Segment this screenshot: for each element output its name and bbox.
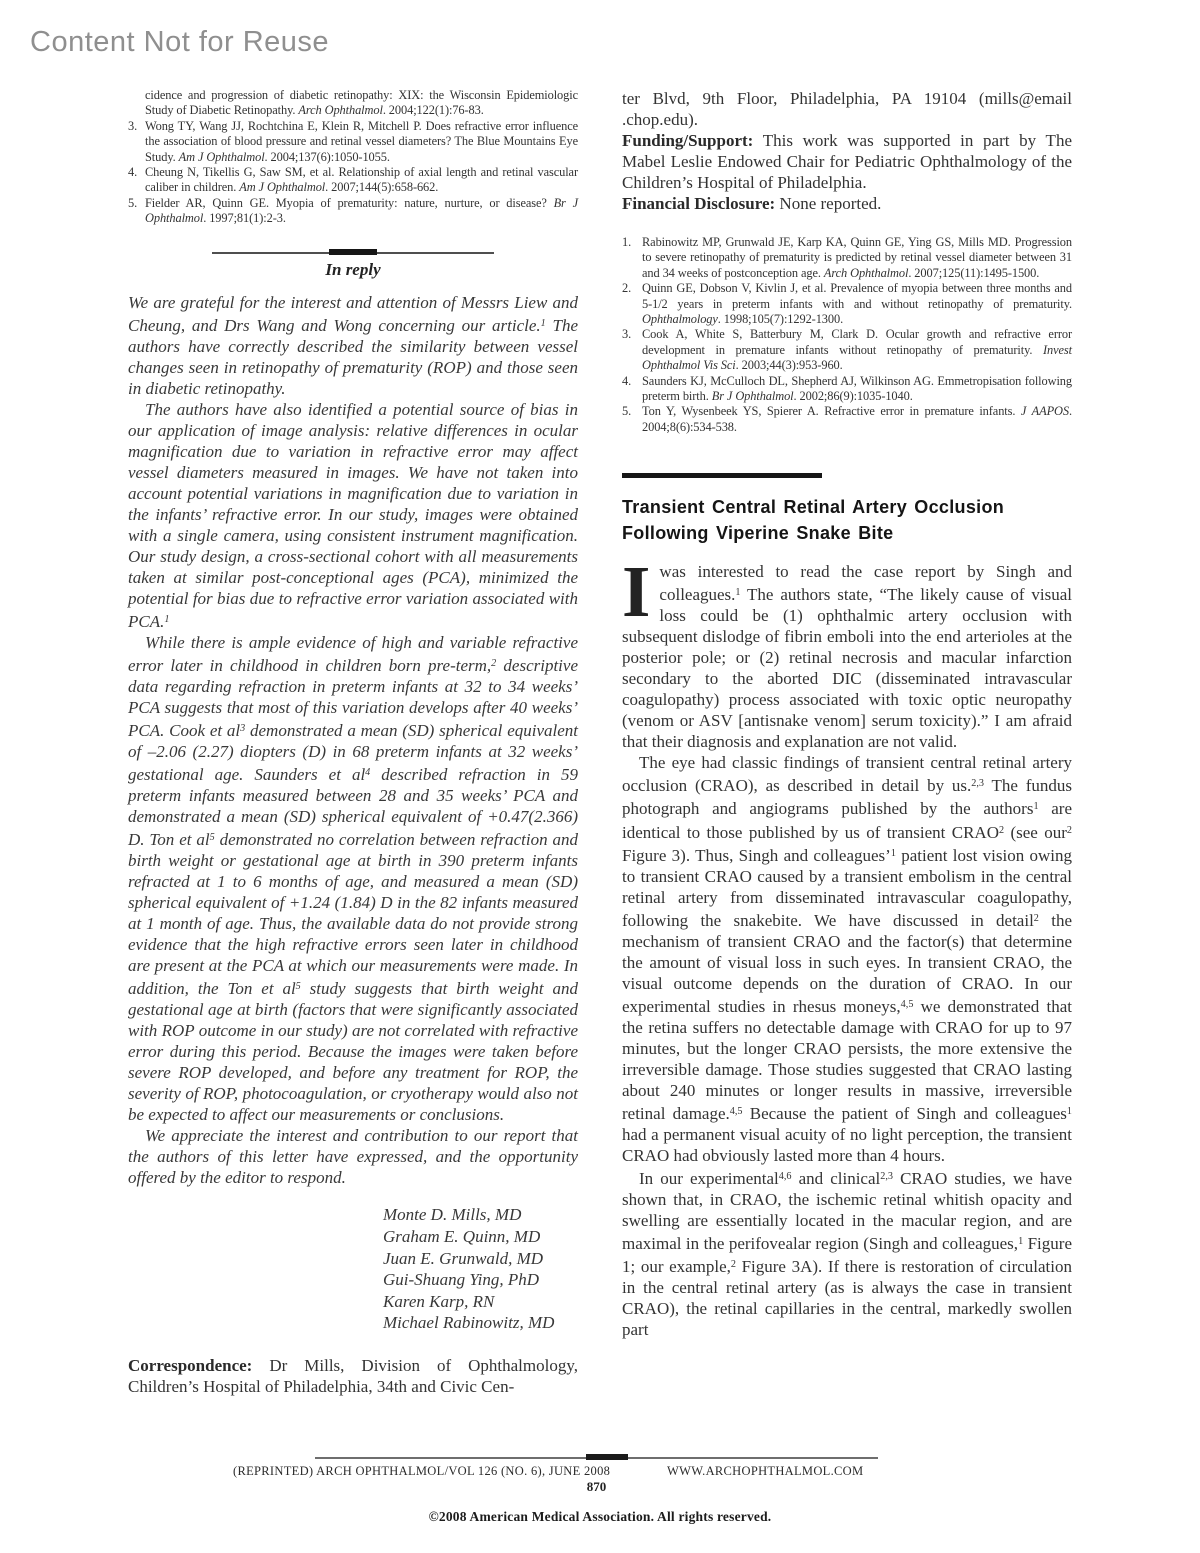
- footer-copyright: ©2008 American Medical Association. All rights reserved.: [428, 1509, 772, 1524]
- watermark-text: Content Not for Reuse: [30, 26, 330, 58]
- reference-item: [128, 119, 578, 165]
- letter-paragraph: In our experimental$^{4,6}$ and clinical$^{2,3}$ CRAO studies, we have shown that, in CRAO, the ischemic retinal whitish opacity and swelling are essentially located in the macular region, and are maximal in the perifovealar region (Singh and colleagues,$^1$ Figure 1; our example,$^2$ Figure 3A). If there is restoration of circulation in the central retinal artery (as is always the case in transient CRAO), the retinal capillaries in the central, markedly swollen part: [622, 1169, 1072, 1340]
- reference-list: [622, 235, 1072, 435]
- reference-number: 5.: [128, 195, 138, 210]
- reply-paragraph: The authors have also identified a potential source of bias in our application of image analysis: relative differences in ocular magnification due to variation in refractive error may affect vessel diameters measured in images. We have not taken into account potential variations in magnification due to variation in the infants’ refractive error. In our study, images were obtained with a single camera, using consistent instrument magnification. Our study design, a cross-sectional cohort with all measurements taken at similar post-conceptional ages (PCA), minimized the potential for bias due to refractive error variation associated with PCA.$^1$: [128, 399, 578, 631]
- reference-number: 4.: [622, 373, 632, 388]
- reference-number: 4.: [128, 165, 138, 180]
- signature-line: Graham E. Quinn, MD: [383, 1226, 541, 1246]
- left-column: [128, 88, 578, 1397]
- signature-line: Karen Karp, RN: [383, 1291, 495, 1311]
- reference-number: 3.: [128, 118, 138, 133]
- signature-line: Juan E. Grunwald, MD: [383, 1248, 544, 1268]
- reference-number: 5.: [622, 404, 632, 419]
- reference-list-top: [128, 119, 578, 227]
- reference-text: Ton Y, Wysenbeek YS, Spierer A. Refractive error in premature infants. J AAPOS. 2004;8(6):534-538.: [642, 404, 1072, 434]
- financial-disclosure: Financial Disclosure: None reported.: [622, 194, 882, 213]
- signature-line: Michael Rabinowitz, MD: [383, 1313, 555, 1333]
- footer-page-number: 870: [586, 1479, 607, 1494]
- letter-paragraphs: [622, 752, 1072, 1340]
- footer-rule: [315, 1457, 878, 1459]
- section-heading: [622, 494, 1072, 546]
- letter-body: [622, 551, 1072, 1340]
- reference-number: 3.: [622, 327, 632, 342]
- right-column: [622, 88, 1072, 1340]
- reference-number: 1.: [622, 235, 632, 249]
- letter-opening-paragraph: [622, 551, 1072, 752]
- letter-paragraph: The eye had classic findings of transient central retinal artery occlusion (CRAO), as described in detail by us.$^{2,3}$ The fundus photograph and angiograms published by the authors$^1$ are identical to those published by us of transient CRAO$^2$ (see our$^2$ Figure 3). Thus, Singh and colleagues’$^1$ patient lost vision owing to transient CRAO caused by a transient embolism in the central retinal artery from disseminated intravascular coagulopathy, following the snakebite. We have discussed in detail$^2$ the mechanism of transient CRAO and the factor(s) that determine the amount of visual loss in such eyes. In transient CRAO, the visual outcome depends on the duration of CRAO. In our experimental studies in rhesus moneys,$^{4,5}$ we demonstrated that the retina suffers no detectable damage with CRAO for up to 97 minutes, but the longer CRAO persists, the more extensive the irreversible damage. Those studies suggested that CRAO lasting about 240 minutes or longer results in massive, irreversible retinal damage.$^{4,5}$ Because the patient of Singh and colleagues$^1$ had a permanent visual acuity of no light perception, the transient CRAO had obviously lasted more than 4 hours.: [622, 753, 1072, 1166]
- reference-item: [622, 374, 1072, 405]
- reference-continuation: cidence and progression of diabetic retinopathy: XIX: the Wisconsin Epidemiologic Study of Diabetic Retinopathy. Arch Ophthalmol. 2004;122(1):76-83.: [145, 88, 578, 118]
- reference-text: Wong TY, Wang JJ, Rochtchina E, Klein R, Mitchell P. Does refractive error influence the association of blood pressure and retinal vessel diameters? The Blue Mountains Eye Study. Am J Ophthalmol. 2004;137(6):1050-1055.: [145, 118, 578, 164]
- reference-item: [128, 196, 578, 227]
- reference-text: Cheung N, Tikellis G, Saw SM, et al. Relationship of axial length and retinal vascular caliber in children. Am J Ophthalmol. 2007;144(5):658-662.: [145, 165, 578, 195]
- signature-line: Monte D. Mills, MD: [383, 1205, 522, 1225]
- reference-text: Cook A, White S, Batterbury M, Clark D. Ocular growth and refractive error development in premature infants without retinopathy of prematurity. Invest Ophthalmol Vis Sci. 2003;44(3):953-960.: [642, 327, 1072, 373]
- reply-paragraph: We are grateful for the interest and attention of Messrs Liew and Cheung, and Drs Wang and Wong concerning our article.$^1$ The authors have correctly described the similarity between vessel changes seen in retinopathy of prematurity (ROP) and those seen in diabetic retinopathy.: [128, 292, 579, 398]
- correspondence-paragraph: Correspondence: Dr Mills, Division of Ophthalmology, Children’s Hospital of Philadelphia, 34th and Civic Cen-: [128, 1355, 578, 1396]
- reference-text: Quinn GE, Dobson V, Kivlin J, et al. Prevalence of myopia between three months and 5-1/2 years in preterm infants with and without retinopathy of prematurity. Ophthalmology. 1998;105(7):1292-1300.: [642, 281, 1072, 327]
- reference-item: [622, 404, 1072, 435]
- reference-text: Fielder AR, Quinn GE. Myopia of prematurity: nature, nurture, or disease? Br J Ophthalmol. 1997;81(1):2-3.: [145, 195, 578, 226]
- section-heading-line: Transient Central Retinal Artery Occlusion: [622, 497, 1005, 518]
- section-heading-line: Following Viperine Snake Bite: [622, 523, 894, 544]
- reply-divider-rule: [212, 252, 494, 254]
- signature-block: [383, 1204, 578, 1334]
- reference-text: Rabinowitz MP, Grunwald JE, Karp KA, Quinn GE, Ying GS, Mills MD. Progression to severe retinopathy of prematurity is predicted by retinal vessel diameter between 31 and 34 weeks of postconception age. Arch Ophthalmol. 2007;125(11):1495-1500.: [642, 235, 1072, 280]
- reply-paragraph: We appreciate the interest and contribution to our report that the authors of this letter have expressed, and the opportunity offered by the editor to respond.: [128, 1126, 578, 1188]
- funding-support: Funding/Support: This work was supported in part by The Mabel Leslie Endowed Chair for Pediatric Ophthalmology of the Children’s Hospital of Philadelphia.: [622, 131, 1072, 192]
- footer-rule-thick-segment: [586, 1454, 628, 1460]
- reference-number: 2.: [622, 281, 632, 296]
- section-top-rule: [622, 473, 822, 478]
- footer-website: WWW.ARCHOPHTHALMOL.COM: [667, 1464, 864, 1478]
- letter-opening-text: was interested to read the case report by Singh and colleagues.$^1$ The authors state, “The likely cause of visual loss could be (1) ophthalmic artery occlusion with subsequent dislodge of fibrin emboli into the end arterioles at the posterior pole; or (2) retinal necrosis and macular infarction secondary to the aborted DIC (disseminated intravascular coagulopathy) process associated with toxic optic neuropathy (venom or ASV [antisnake venom] serum toxicity).” I am afraid that their diagnosis and explanation are not valid.: [622, 562, 1072, 752]
- reply-divider-thick-segment: [329, 249, 377, 255]
- drop-cap-letter: I: [622, 551, 651, 633]
- reference-item: [622, 327, 1072, 373]
- reply-paragraphs: [128, 292, 578, 1189]
- reply-paragraph: While there is ample evidence of high and variable refractive error later in childhood in children born pre-term,$^2$ descriptive data regarding refraction in preterm infants at 32 to 34 weeks’ PCA suggests that most of this variation develops after 40 weeks’ PCA. Cook et $al^3$ demonstrated a mean (SD) spherical equivalent of –2.06 (2.27) diopters (D) in 68 preterm infants at 32 weeks’ gestational age. Saunders et $al^4$ described refraction in 59 preterm infants measured between 28 and 35 weeks’ PCA and demonstrated a mean (SD) spherical equivalent of +0.47(2.366) D. Ton et $al^5$ demonstrated no correlation between refraction and birth weight or gestational age at birth in 390 preterm infants refracted at 1 to 6 months of age, and measured a mean (SD) spherical equivalent of +1.24 (1.84) D in the 82 infants measured at 1 month of age. Thus, the available data do not provide strong evidence that the high refractive errors seen later in childhood are present at the PCA at which our measurements were made. In addition, the Ton et $al^5$ study suggests that birth weight and gestational age at birth (factors that were significantly associated with ROP outcome in our study) are not correlated with refractive error during this period. Because the images were taken before severe ROP developed, and before any treatment for ROP, the severity of ROP, photocoagulation, or cryotherapy would also not be expected to affect our measurements or conclusions.: [128, 632, 578, 1125]
- reference-text: Saunders KJ, McCulloch DL, Shepherd AJ, Wilkinson AG. Emmetropisation following preterm birth. Br J Ophthalmol. 2002;86(9):1035-1040.: [642, 373, 1072, 404]
- reference-item: [128, 165, 578, 196]
- reference-item: [622, 281, 1072, 327]
- reply-label: In reply: [325, 259, 381, 279]
- signature-line: Gui-Shuang Ying, PhD: [383, 1270, 539, 1290]
- footer-reprint-line: (REPRINTED) ARCH OPHTHALMOL/VOL 126 (NO. 6), JUNE 2008: [233, 1464, 611, 1478]
- reference-item: [622, 235, 1072, 281]
- address-continuation: ter Blvd, 9th Floor, Philadelphia, PA 19104 (mills@email .chop.edu).: [622, 89, 1072, 129]
